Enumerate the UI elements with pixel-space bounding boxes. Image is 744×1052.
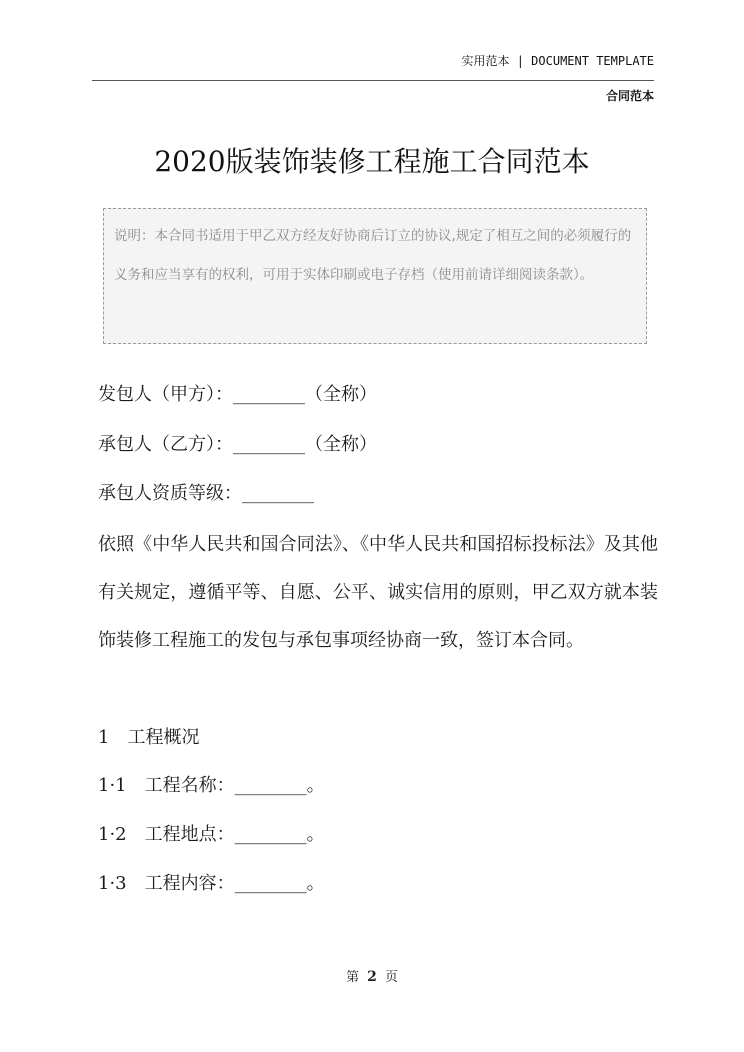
- party-b-field: 承包人（乙方）：________（全称）: [98, 434, 377, 455]
- footer-prefix: 第: [345, 970, 359, 985]
- note-text: 说明：本合同书适用于甲乙双方经友好协商后订立的协议,规定了相互之间的必须履行的义务和应当享有的权利，可用于实体印刷或电子存档（使用前请详细阅读条款）。: [114, 228, 632, 283]
- document-title: 2020版装饰装修工程施工合同范本: [154, 145, 590, 178]
- page-footer: [0, 966, 744, 985]
- section-item-project-location: 1·2 工程地点：________。: [98, 824, 325, 845]
- header-tag: 实用范本 | DOCUMENT TEMPLATE: [461, 54, 654, 68]
- note-box: [103, 208, 647, 344]
- party-a-field: 发包人（甲方）：________（全称）: [98, 384, 377, 405]
- section-item-project-content: 1·3 工程内容：________。: [98, 873, 325, 894]
- section-item-project-name: 1·1 工程名称：________。: [98, 775, 325, 796]
- section-heading: 1 工程概况: [98, 727, 200, 748]
- qualification-field: 承包人资质等级：________: [98, 483, 314, 504]
- header-rule: [92, 80, 654, 81]
- page-number: 2: [367, 969, 377, 985]
- body-paragraph: 依照《中华人民共和国合同法》、《中华人民共和国招标投标法》及其他有关规定，遵循平等、自愿、公平、诚实信用的原则，甲乙双方就本装饰装修工程施工的发包与承包事项经协商一致，签订本合同。: [98, 534, 658, 651]
- footer-suffix: 页: [385, 970, 399, 985]
- header-subtitle: 合同范本: [605, 89, 654, 103]
